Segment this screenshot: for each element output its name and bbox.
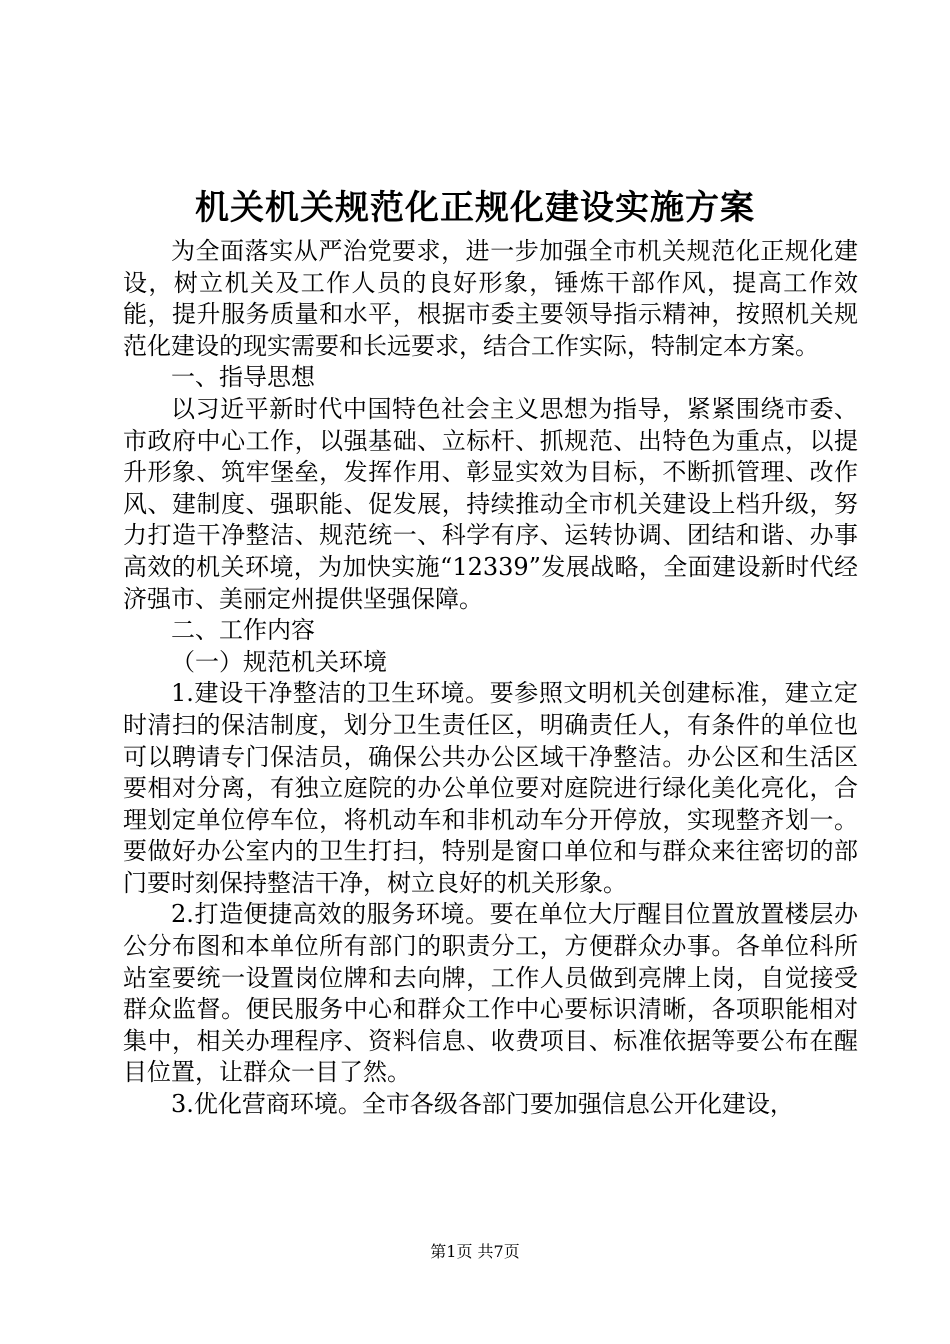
guiding-thought-paragraph: 以习近平新时代中国特色社会主义思想为指导，紧紧围绕市委、市政府中心工作，以强基础、立标杆、抓规范、出特色为重点，以提升形象、筑牢堡垒，发挥作用、彰显实效为目标，不断抓管理、改作风、建制度、强职能、促发展，持续推动全市机关建设上档升级，努力打造干净整洁、规范统一、科学有序、运转协调、团结和谐、办事高效的机关环境，为加快实施“12339”发展战略，全面建设新时代经济强市、美丽定州提供坚强保障。 xyxy=(123,394,858,613)
item-2-paragraph: 2.打造便捷高效的服务环境。要在单位大厅醒目位置放置楼层办公分布图和本单位所有部门的职责分工，方便群众办事。各单位科所站室要统一设置岗位牌和去向牌，工作人员做到亮牌上岗，自觉接受群众监督。便民服务中心和群众工作中心要标识清晰，各项职能相对集中，相关办理程序、资料信息、收费项目、标准依据等要公布在醒目位置，让群众一目了然。 xyxy=(123,900,858,1087)
item-1-paragraph: 1.建设干净整洁的卫生环境。要参照文明机关创建标准，建立定时清扫的保洁制度，划分卫生责任区，明确责任人，有条件的单位也可以聘请专门保洁员，确保公共办公区域干净整洁。办公区和生活区要相对分离，有独立庭院的办公单位要对庭院进行绿化美化亮化，合理划定单位停车位，将机动车和非机动车分开停放，实现整齐划一。要做好办公室内的卫生打扫，特别是窗口单位和与群众来往密切的部门要时刻保持整洁干净，树立良好的机关形象。 xyxy=(123,679,858,897)
document-body xyxy=(123,236,858,1121)
item-3-paragraph: 3.优化营商环境。全市各级各部门要加强信息公开化建设， xyxy=(171,1090,794,1119)
section-heading-guiding-thought: 一、指导思想 xyxy=(171,363,315,392)
page-footer: 第1页 共7页 xyxy=(430,1242,520,1261)
document-title: 机关机关规范化正规化建设实施方案 xyxy=(195,188,755,228)
intro-paragraph: 为全面落实从严治党要求，进一步加强全市机关规范化正规化建设，树立机关及工作人员的良好形象，锤炼干部作风，提高工作效能，提升服务质量和水平，根据市委主要领导指示精神，按照机关规范化建设的现实需要和长远要求，结合工作实际，特制定本方案。 xyxy=(123,237,858,360)
section-heading-work-content: 二、工作内容 xyxy=(171,616,315,645)
subsection-heading-environment: （一）规范机关环境 xyxy=(171,647,387,676)
